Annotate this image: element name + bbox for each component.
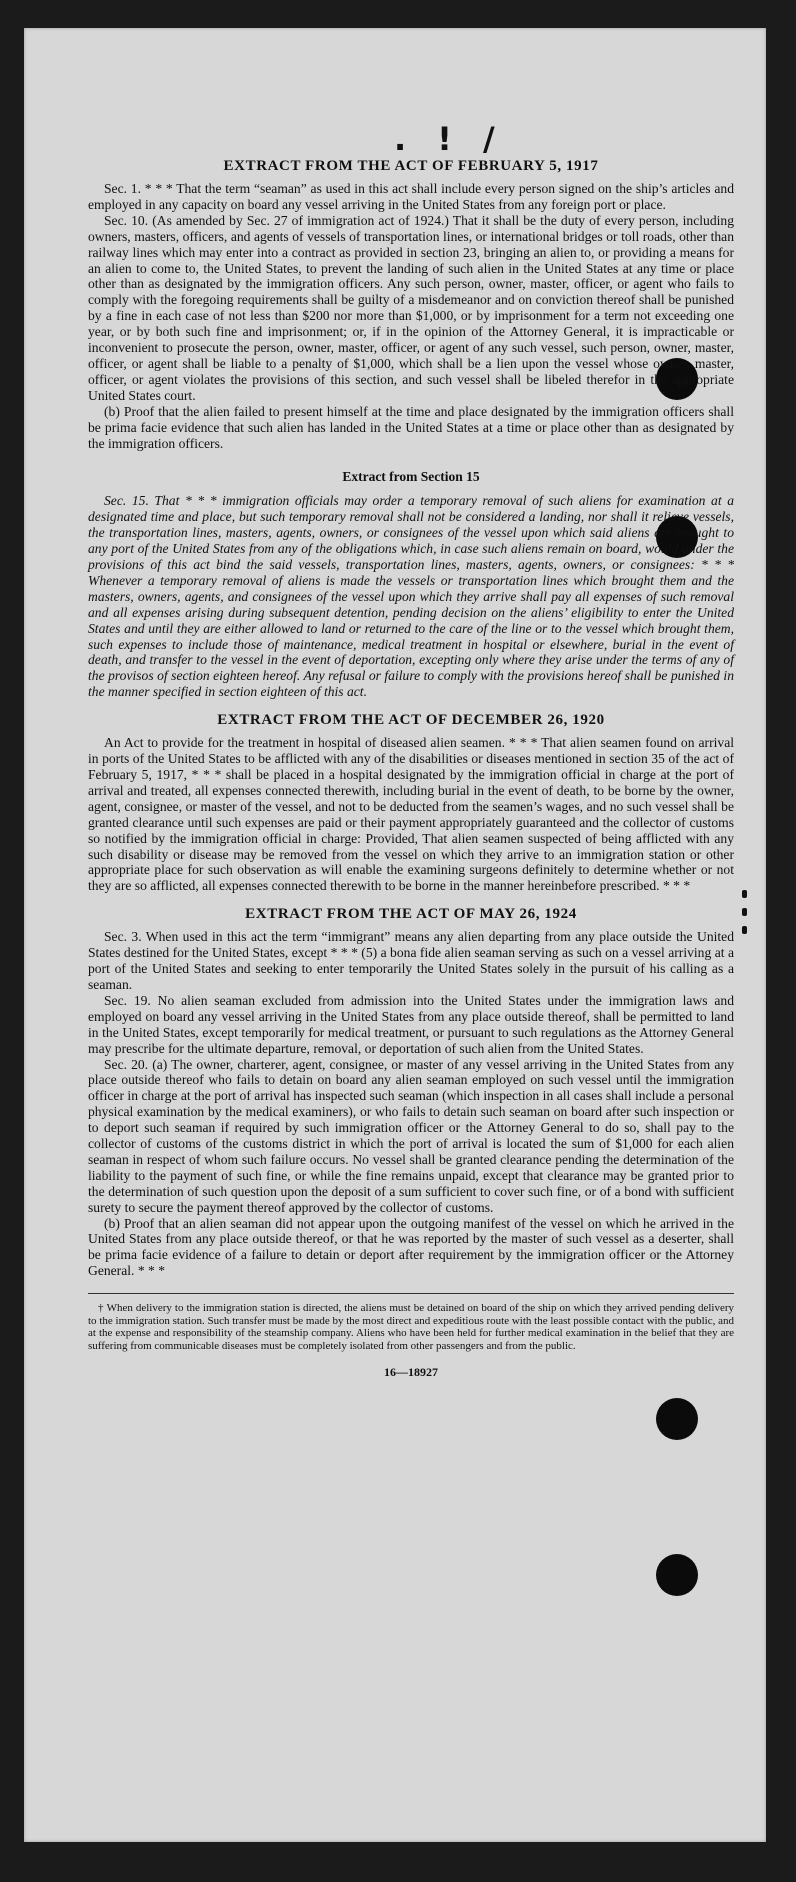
section-heading: EXTRACT FROM THE ACT OF DECEMBER 26, 1920: [217, 712, 605, 729]
margin-mark: [742, 908, 747, 916]
paragraph: (b) Proof that an alien seaman did not appear upon the outgoing manifest of the vessel on which he arrived in the United States from any place outside thereof, or that he was reported by the master of such vessel as a deserter, shall be prima facie evidence of a failure to detain or deport after requirement by the immigration officer or the Attorney General. * * *: [88, 1215, 734, 1279]
paragraph: Sec. 3. When used in this act the term “immigrant” means any alien departing from any place outside the United States destined for the United States, except * * * (5) a bona fide alien seaman serving as such on a vessel arriving at a port of the United States and seeking to enter temporarily the United States solely in the pursuit of his calling as a seaman.: [88, 929, 734, 992]
footnote: † When delivery to the immigration station is directed, the aliens must be detained on board of the ship on which they arrived pending delivery to the immigration station. Such transfer must be made by the most direct and expeditious route with the least possible contact with the public, and at the expense and responsibility of the steamship company. Aliens who have been held for further medical examination in the belief that they are suffering from communicable diseases must be completely isolated from other passengers and from the public.: [88, 1302, 734, 1352]
margin-mark: [742, 926, 747, 934]
document-body: [88, 158, 734, 1380]
section-subheading: Extract from Section 15: [342, 469, 480, 485]
handwritten-mark: . ! /: [394, 120, 505, 158]
document-page: [24, 28, 766, 1842]
paragraph: Sec. 1. * * * That the term “seaman” as used in this act shall include every person signed on the ship’s articles and employed in any capacity on board any vessel arriving in the United States from any foreign port or place.: [88, 181, 734, 212]
paragraph: Sec. 10. (As amended by Sec. 27 of immigration act of 1924.) That it shall be the duty of every person, including owners, masters, officers, and agents of vessels of transportation lines, or international bridges or toll roads, other than railway lines which may enter into a contract as provided in section 23, bringing an alien to, or providing a means for an alien to come to, the United States, to prevent the landing of such alien in the United States at any time or place other than as designated by the immigration officers. Any such person, owner, master, officer, or agent who fails to comply with the foregoing requirements shall be guilty of a misdemeanor and on conviction thereof shall be punished by a fine in each case of not less than $200 nor more than $1,000, or by imprisonment for a term not exceeding one year, or by both such fine and imprisonment; or, if in the opinion of the Attorney General, it is impracticable or inconvenient to prosecute the person, owner, master, officer, or agent of any such vessel, such person, owner, master, officer, or agent shall be liable to a penalty of $1,000, which shall be a lien upon the vessel whose owner, master, officer, or agent violates the provisions of this section, and such vessel shall be libeled therefor in the appropriate United States court.: [88, 212, 734, 403]
form-number: 16—18927: [384, 1364, 438, 1379]
paragraph: (b) Proof that the alien failed to present himself at the time and place designated by the immigration officers shall be prima facie evidence that such alien has landed in the United States at a time or place other than as designated by the immigration officers.: [88, 403, 734, 451]
punch-hole-4: [656, 1554, 698, 1596]
section-heading: EXTRACT FROM THE ACT OF MAY 26, 1924: [245, 906, 577, 923]
paragraph: Sec. 15. That * * * immigration officials may order a temporary removal of such aliens for examination at a designated time and place, but such temporary removal shall not be considered a landing, nor shall it relieve vessels, the transportation lines, masters, agents, owners, or consignees of the vessel upon which said aliens are brought to any port of the United States from any of the obligations which, in case such aliens remain on board, would under the provisions of this act bind the said vessels, transportation lines, masters, agents, owners, or consignees: * * * Whenever a temporary removal of aliens is made the vessels or transportation lines which brought them and the masters, owners, agents, and consignees of the vessel upon which they arrive shall pay all expenses of such removal and all expenses arising during subsequent detention, pending decision on the aliens’ eligibility to enter the United States and until they are either allowed to land or returned to the care of the line or to the vessel which brought them, such expenses to include those of maintenance, medical treatment in hospital or elsewhere, burial in the event of death, and transfer to the vessel in the event of deportation, excepting only where they arise under the terms of any of the provisos of section eighteen hereof. Any refusal or failure to comply with the provisions hereof shall be punished in the manner specified in section eighteen of this act.: [88, 493, 734, 700]
footnote-divider: [88, 1293, 734, 1294]
paragraph: Sec. 19. No alien seaman excluded from admission into the United States under the immigration laws and employed on board any vessel arriving in the United States from any place outside thereof, shall be permitted to land in the United States, except temporarily for medical treatment, or pursuant to such regulations as the Attorney General may prescribe for the ultimate departure, removal, or deportation of such alien from the United States.: [88, 992, 734, 1056]
paragraph: Sec. 20. (a) The owner, charterer, agent, consignee, or master of any vessel arriving in the United States from any place outside thereof who fails to detain on board any alien seaman employed on such vessel until the immigration officer in charge at the port of arrival has inspected such seaman (which inspection in all cases shall include a personal physical examination by the medical examiners), or who fails to detain such seaman on board after such inspection or to deport such seaman if required by such immigration officer or the Attorney General to do so, shall pay to the collector of customs of the customs district in which the port of arrival is located the sum of $1,000 for each alien seaman in respect of whom such failure occurs. No vessel shall be granted clearance pending the determination of the liability to the payment of such fine, or while the fine remains unpaid, except that clearance may be granted prior to the determination of such question upon the deposit of a sum sufficient to cover such fine, or of a bond with sufficient surety to secure the payment thereof approved by the collector of customs.: [88, 1056, 734, 1215]
punch-hole-3: [656, 1398, 698, 1440]
margin-mark: [742, 890, 747, 898]
section-heading: EXTRACT FROM THE ACT OF FEBRUARY 5, 1917: [223, 158, 599, 174]
paragraph: An Act to provide for the treatment in hospital of diseased alien seamen. * * * That alien seamen found on arrival in ports of the United States to be afflicted with any of the disabilities or diseases mentioned in section 35 of the act of February 5, 1917, * * * shall be placed in a hospital designated by the immigration official in charge at the port of arrival and treated, all expenses connected therewith, including burial in the event of death, to be borne by the owner, agent, consignee, or master of the vessel, and not to be deducted from the seamen’s wages, and no such vessel shall be granted clearance until such expenses are paid or their payment appropriately guaranteed and the collector of customs so notified by the immigration official in charge: Provided, That alien seamen suspected of being afflicted with any such disability or disease may be removed from the vessel on which they arrive to an immigration station or other appropriate place for such observation as will enable the examining surgeons definitely to determine whether or not they are so afflicted, all expenses connected therewith to be borne in the manner hereinbefore prescribed. * * *: [88, 735, 734, 894]
